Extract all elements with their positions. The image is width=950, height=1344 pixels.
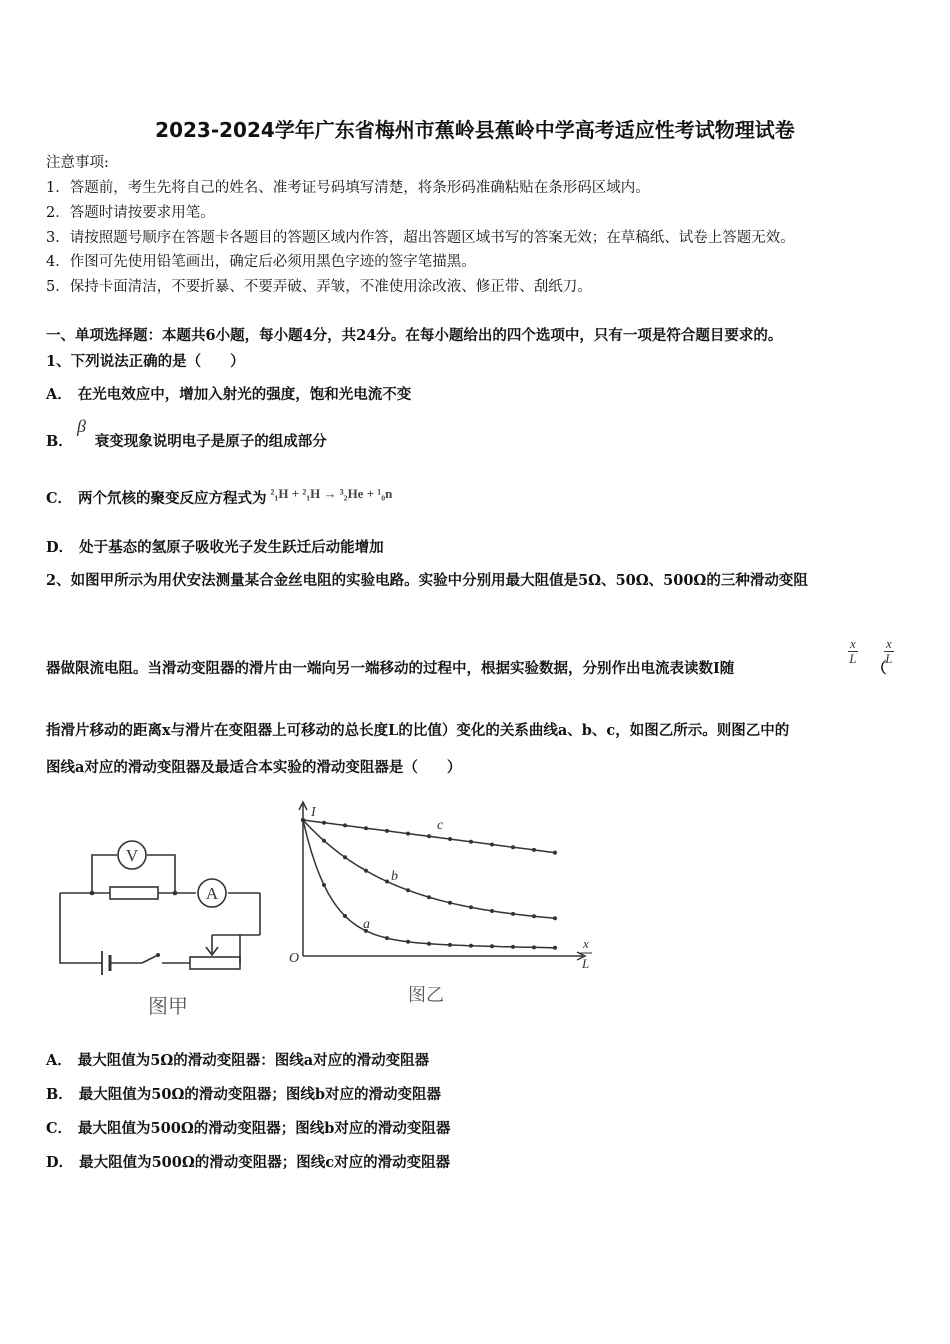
curve-c-point bbox=[469, 840, 473, 844]
question-2-paren: （ bbox=[872, 660, 887, 677]
curve-c-point bbox=[448, 837, 452, 841]
ammeter-label: A bbox=[205, 884, 219, 903]
question-2-line3: 指滑片移动的距离x与滑片在变阻器上可移动的总长度L的比值）变化的关系曲线a、b、c，如图乙所示。则图乙中的 bbox=[46, 722, 790, 739]
page-title: 2023-2024学年广东省梅州市蕉岭县蕉岭中学高考适应性考试物理试卷 bbox=[155, 118, 795, 142]
curve-a-point bbox=[448, 943, 452, 947]
curve-b-point bbox=[385, 880, 389, 884]
curve-c-point bbox=[532, 848, 536, 852]
option-text: 在光电效应中，增加入射光的强度，饱和光电流不变 bbox=[77, 386, 412, 403]
curve-b-point bbox=[490, 909, 494, 913]
current-graph bbox=[283, 798, 603, 1013]
fraction-x-over-l: $\frac{x}{L}$ bbox=[849, 636, 857, 666]
option-label: B． bbox=[46, 1086, 73, 1103]
curve-c-point bbox=[553, 851, 557, 855]
option-label: A． bbox=[46, 1052, 72, 1069]
question-1-stem: 1、下列说法正确的是（ ） bbox=[46, 353, 245, 370]
curve-a bbox=[303, 820, 555, 948]
curves-group bbox=[301, 818, 557, 950]
notice-item: 5．保持卡面清洁，不要折暴、不要弄破、弄皱，不准使用涂改液、修正带、刮纸刀。 bbox=[46, 279, 592, 295]
option-text: 两个氘核的聚变反应方程式为 bbox=[78, 490, 267, 507]
curve-a-point bbox=[553, 946, 557, 950]
curve-c-label: c bbox=[437, 818, 444, 833]
curve-c-point bbox=[364, 826, 368, 830]
curve-b-point bbox=[532, 914, 536, 918]
figure-yi-caption: 图乙 bbox=[408, 985, 444, 1006]
x-axis-label-denominator: L bbox=[582, 956, 590, 971]
voltmeter bbox=[118, 841, 146, 869]
curve-b-point bbox=[343, 855, 347, 859]
curve-a-point bbox=[406, 940, 410, 944]
curve-b-point bbox=[364, 869, 368, 873]
notice-item: 1．答题前，考生先将自己的姓名、准考证号码填写清楚，将条形码准确粘贴在条形码区域内。 bbox=[46, 180, 650, 196]
notice-heading: 注意事项: bbox=[46, 155, 109, 171]
q2-option-b[interactable] bbox=[46, 1085, 441, 1105]
notice-item: 2．答题时请按要求用笔。 bbox=[46, 205, 215, 221]
y-axis-label: I bbox=[311, 805, 316, 820]
voltmeter-label: V bbox=[125, 846, 139, 865]
curve-a-point bbox=[469, 944, 473, 948]
option-text: 最大阻值为50Ω的滑动变阻器；图线b对应的滑动变阻器 bbox=[78, 1086, 441, 1103]
option-text: 最大阻值为500Ω的滑动变阻器；图线c对应的滑动变阻器 bbox=[79, 1154, 451, 1171]
notice-item: 3．请按照题号顺序在答题卡各题目的答题区域内作答，超出答题区域书写的答案无效；在草稿纸、试卷上答题无效。 bbox=[46, 230, 795, 246]
curve-c-point bbox=[322, 821, 326, 825]
curve-a-label: a bbox=[363, 917, 370, 932]
q1-option-a[interactable] bbox=[46, 385, 411, 405]
curve-b-point bbox=[448, 901, 452, 905]
curve-a-point bbox=[490, 944, 494, 948]
q1-option-d[interactable] bbox=[46, 538, 384, 558]
curve-b-point bbox=[469, 905, 473, 909]
q1-option-c[interactable] bbox=[46, 486, 393, 509]
question-2-line4: 图线a对应的滑动变阻器及最适合本实验的滑动变阻器是（ ） bbox=[46, 759, 462, 776]
q2-option-a[interactable] bbox=[46, 1051, 429, 1071]
curve-a-point bbox=[532, 945, 536, 949]
curve-c-point bbox=[490, 843, 494, 847]
ammeter bbox=[198, 879, 226, 907]
curve-b-point bbox=[553, 916, 557, 920]
q2-option-d[interactable] bbox=[46, 1153, 450, 1173]
curve-a-point bbox=[343, 914, 347, 918]
curve-c-point bbox=[427, 834, 431, 838]
curve-c-point bbox=[406, 832, 410, 836]
curve-c-point bbox=[385, 829, 389, 833]
option-label: D． bbox=[46, 1154, 74, 1171]
q1-option-b[interactable] bbox=[46, 432, 327, 452]
question-2-line1: 2、如图甲所示为用伏安法测量某合金丝电阻的实验电路。实验中分别用最大阻值是5Ω、50Ω、500Ω的三种滑动变阻 bbox=[46, 572, 808, 589]
section-heading: 一、单项选择题：本题共6小题，每小题4分，共24分。在每小题给出的四个选项中，只有一项是符合题目要求的。 bbox=[46, 327, 783, 344]
q2-option-c[interactable] bbox=[46, 1119, 450, 1139]
beta-symbol: β bbox=[77, 416, 86, 436]
option-label: D． bbox=[46, 539, 74, 556]
curve-a-point bbox=[427, 942, 431, 946]
option-text: 最大阻值为500Ω的滑动变阻器；图线b对应的滑动变阻器 bbox=[78, 1120, 451, 1137]
x-axis-label-numerator: x bbox=[583, 936, 589, 951]
fraction-x-over-l: $\frac{x}{L}$ bbox=[885, 636, 893, 666]
figure-jia-caption: 图甲 bbox=[148, 994, 188, 1018]
curve-a-point bbox=[322, 883, 326, 887]
curve-c-point bbox=[511, 845, 515, 849]
option-label: A． bbox=[46, 386, 72, 403]
origin-label: O bbox=[289, 951, 300, 966]
curve-b-point bbox=[322, 839, 326, 843]
circuit-diagram bbox=[50, 835, 280, 1025]
curve-b-point bbox=[511, 912, 515, 916]
curve-a-point bbox=[511, 945, 515, 949]
fusion-equation: ²₁H + ²₁H → ³₂He + ¹₀n bbox=[270, 486, 393, 501]
curve-b-point bbox=[427, 895, 431, 899]
curve-b-label: b bbox=[391, 869, 398, 884]
question-2-line2: 器做限流电阻。当滑动变阻器的滑片由一端向另一端移动的过程中，根据实验数据，分别作出电流表读数I随 bbox=[46, 660, 735, 677]
curve-b-point bbox=[406, 888, 410, 892]
option-text: 衰变现象说明电子是原子的组成部分 bbox=[94, 433, 327, 450]
curve-c-point bbox=[343, 823, 347, 827]
curve-a-point bbox=[385, 936, 389, 940]
option-label: C． bbox=[46, 1120, 73, 1137]
option-label: B． bbox=[46, 433, 73, 450]
option-label: C． bbox=[46, 490, 73, 507]
option-text: 处于基态的氢原子吸收光子发生跃迁后动能增加 bbox=[79, 539, 384, 556]
notice-item: 4．作图可先使用铅笔画出，确定后必须用黑色字迹的签字笔描黑。 bbox=[46, 254, 476, 270]
option-text: 最大阻值为5Ω的滑动变阻器：图线a对应的滑动变阻器 bbox=[77, 1052, 430, 1069]
curve-a-point bbox=[301, 818, 305, 822]
